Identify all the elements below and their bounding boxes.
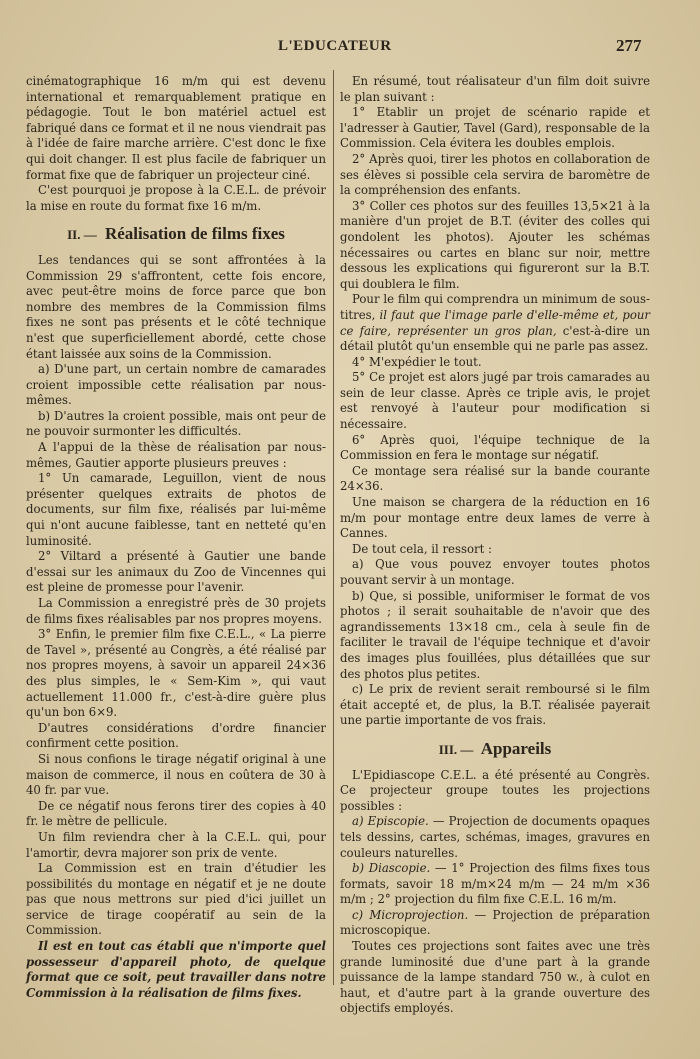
paragraph: 2° Viltard a présenté à Gautier une bande d'essai sur les animaux du Zoo de Vincennes qui est pleine de promesse pour l'avenir.	[26, 549, 326, 595]
paragraph: 3° Coller ces photos sur des feuilles 13,5×21 à la manière d'un projet de B.T. (éviter des colles qui gondolent les photos). Ajouter les schémas nécessaires ou cartes en blanc sur noir, mettre dessous les explications qui figureront sur la B.T. qui doublera le film.	[340, 198, 650, 291]
paragraph: 3° Enfin, le premier film fixe C.E.L., « La pierre de Tavel », présenté au Congrès, a été réalisé par nos propres moyens, à savoir un appareil 24×36 des plus simples, le « Sem-Kim », qui vaut actuellement 11.000 fr., c'est-à-dire guère plus qu'un bon 6×9.	[26, 627, 326, 720]
section-number: III. —	[438, 741, 474, 757]
paragraph: C'est pourquoi je propose à la C.E.L. de prévoir la mise en route du format fixe 16 m/m.	[26, 183, 326, 213]
item-label: c) Microprojection.	[352, 907, 469, 922]
paragraph: a) Que vous pouvez envoyer toutes photos pouvant servir à un montage.	[340, 557, 650, 587]
list-item	[340, 908, 650, 939]
paragraph: La Commission a enregistré près de 30 projets de films fixes réalisables par nos propres moyens.	[26, 596, 326, 626]
closing-statement: Il est en tout cas établi que n'importe quel possesseur d'appareil photo, de quelque format que ce soit, peut travailler dans notre Commission à la réalisation de films fixes.	[26, 939, 326, 1000]
paragraph: c) Le prix de revient serait remboursé si le film était accepté et, de plus, la B.T. réalisée payerait une partie importante de vos frais.	[340, 682, 650, 728]
paragraph: De tout cela, il ressort :	[352, 541, 492, 556]
paragraph: Si nous confions le tirage négatif original à une maison de commerce, il nous en coûtera de 30 à 40 fr. par vue.	[26, 751, 326, 798]
paragraph: 1° Etablir un projet de scénario rapide et l'adresser à Gautier, Tavel (Gard), responsable de la Commission. Cela évitera les doubles emplois.	[340, 105, 650, 151]
section-number: II. —	[67, 227, 97, 243]
paragraph: Une maison se chargera de la réduction en 16 m/m pour montage entre deux lames de verre à Cannes.	[340, 495, 650, 541]
list-item	[340, 814, 650, 861]
paragraph: 6° Après quoi, l'équipe technique de la Commission en fera le montage sur négatif.	[340, 432, 650, 463]
paragraph: a) D'une part, un certain nombre de camarades croient impossible cette réalisation par nous-mêmes.	[26, 362, 326, 408]
section-heading	[26, 226, 326, 243]
right-column	[340, 74, 650, 1017]
paragraph: D'autres considérations d'ordre financier confirment cette position.	[26, 720, 326, 751]
item-text: — 1° Projection des films fixes tous formats, savoir 18 m/m×24 m/m — 24 m/m ×36 m/m ; 2° projection du film fixe C.E.L. 16 m/m.	[340, 861, 650, 907]
paragraph: cinématographique 16 m/m qui est devenu international et remarquablement pratique en pédagogie. Tout le bon matériel actuel est fabriqué dans ce format et il ne nous viendrait pas à l'idée de faire marche arrière. C'est donc le fixe qui doit changer. Il est plus facile de fabriquer un format fixe que de fabriquer un projecteur ciné.	[26, 74, 326, 182]
section-title: Appareils	[480, 738, 552, 758]
paragraph: A l'appui de la thèse de réalisation par nous-mêmes, Gautier apporte plusieurs preuves :	[26, 440, 326, 470]
item-label: b) Diascopie.	[352, 861, 431, 876]
paragraph: De ce négatif nous ferons tirer des copies à 40 fr. le mètre de pellicule.	[26, 798, 326, 829]
paragraph: b) Que, si possible, uniformiser le format de vos photos ; il serait souhaitable de n'avoir que des agrandissements 13×18 cm., cela à seule fin de faciliter le travail de l'équipe technique et d'avoir des images plus fouillées, plus détaillées que sur des photos plus petites.	[340, 588, 650, 681]
section-heading	[340, 738, 650, 758]
paragraph: 4° M'expédier le tout.	[352, 354, 482, 369]
paragraph: Les tendances qui se sont affrontées à la Commission 29 s'affrontent, cette fois encore, avec peut-être moins de force parce que bon nombre des membres de la Commission films fixes ne sont pas présents et le côté technique n'est que superficiellement abordé, cette chose étant laissée aux soins de la Commission.	[26, 252, 326, 361]
emphasis: il faut que l'image parle d'elle-même et, pour ce faire, représenter un gros plan,	[340, 307, 650, 338]
paragraph: b) D'autres la croient possible, mais ont peur de ne pouvoir surmonter les difficultés.	[26, 408, 326, 439]
column-divider	[333, 70, 334, 985]
paragraph	[340, 292, 650, 354]
section-title: Réalisation de films fixes	[104, 224, 285, 244]
running-title: L'EDUCATEUR	[278, 38, 392, 54]
text-run: Pour le film qui comprendra un minimum de sous-titres,	[340, 292, 650, 322]
list-item	[340, 861, 650, 908]
text-run: c'est-à-dire un détail plutôt qu'un ensemble qui ne parle pas assez.	[340, 323, 650, 354]
item-text: — Projection de documents opaques tels dessins, cartes, schémas, images, gravures en couleurs naturelles.	[340, 814, 650, 860]
paragraph: 1° Un camarade, Leguillon, vient de nous présenter quelques extraits de photos de documents, sur film fixe, réalisés par lui-même qui n'ont aucune faiblesse, tant en netteté qu'en luminosité.	[26, 471, 326, 548]
paragraph: L'Epidiascope C.E.L. a été présenté au Congrès. Ce projecteur groupe toutes les projections possibles :	[340, 767, 650, 813]
paragraph: En résumé, tout réalisateur d'un film doit suivre le plan suivant :	[340, 74, 650, 104]
item-text: — Projection de préparation microscopique.	[340, 907, 651, 938]
page-number: 277	[616, 36, 642, 55]
left-column	[26, 74, 326, 1001]
item-label: a) Episcopie.	[352, 814, 429, 829]
paragraph: Un film reviendra cher à la C.E.L. qui, pour l'amortir, devra majorer son prix de vente.	[26, 829, 326, 860]
paragraph: La Commission est en train d'étudier les possibilités du montage en négatif et je ne doute pas que nous mettrons sur pied d'ici juillet un service de tirage coopératif au sein de la Commission.	[26, 861, 326, 938]
paragraph: 2° Après quoi, tirer les photos en collaboration de ses élèves si possible cela servira de baromètre de la compréhension des enfants.	[340, 151, 650, 198]
paragraph: Ce montage sera réalisé sur la bande courante 24×36.	[340, 463, 650, 494]
page-header	[0, 36, 700, 60]
paragraph: Toutes ces projections sont faites avec une très grande luminosité due d'une part à la grande puissance de la lampe standard 750 w., à culot en haut, et d'autre part à la grande ouverture des objectifs employés.	[340, 939, 650, 1016]
paragraph: 5° Ce projet est alors jugé par trois camarades au sein de leur classe. Après ce triple avis, le projet est renvoyé à l'auteur pour modification si nécessaire.	[340, 370, 650, 432]
